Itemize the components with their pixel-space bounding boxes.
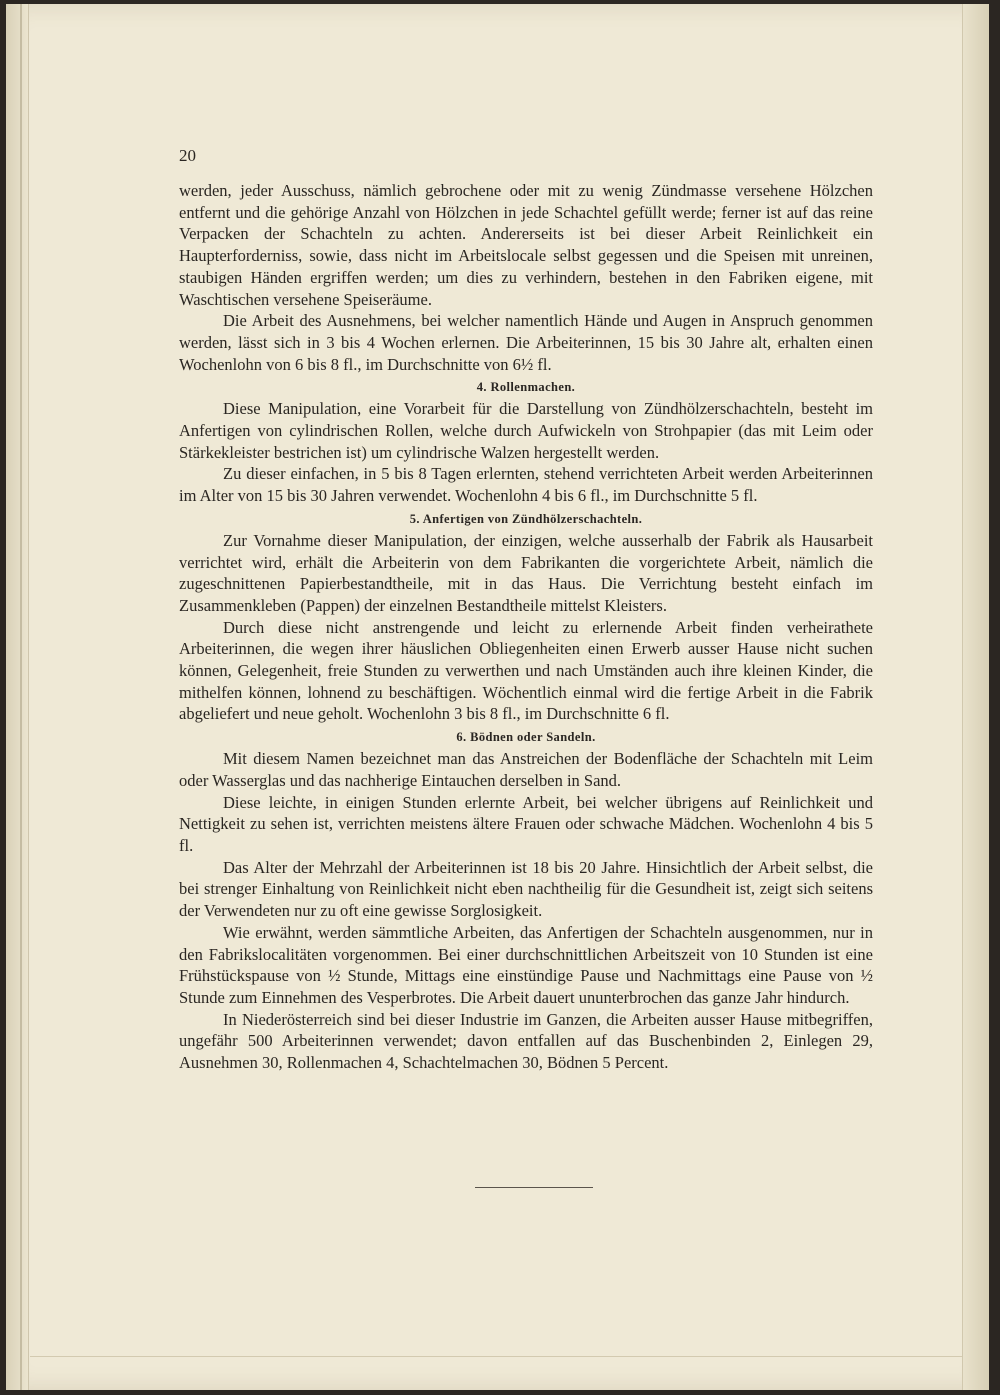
paragraph: werden, jeder Ausschuss, nämlich gebrochene oder mit zu wenig Zündmasse versehene Hölzchen entfernt und die gehörige Anzahl von Hölzchen in jede Schachtel gefüllt werde; ferner ist auf das reine Verpacken der Schachteln zu achten. Andererseits ist bei dieser Arbeit Reinlichkeit ein Haupterforderniss, sowie, dass nicht im Arbeitslocale selbst gegessen und die Speisen mit unreinen, staubigen Händen ergriffen werden; um dies zu verhindern, bestehen in den Fabriken eigene, mit Waschtischen versehene Speiseräume. <box>179 181 873 309</box>
paragraph: Wie erwähnt, werden sämmtliche Arbeiten, das Anfertigen der Schachteln ausgenommen, nur in den Fabrikslocalitäten vorgenommen. Bei einer durchschnittlichen Arbeitszeit von 10 Stunden ist eine Frühstückspause von ½ Stunde, Mittags eine einstündige Pause und Nachmittags eine Pause von ½ Stunde zum Einnehmen des Vesperbrotes. Die Arbeit dauert ununterbrochen das ganze Jahr hindurch. <box>179 922 873 1007</box>
page-right-edge <box>962 4 989 1390</box>
page-fold <box>20 4 22 1390</box>
page-left-edge <box>6 4 29 1390</box>
paragraph: Zu dieser einfachen, in 5 bis 8 Tagen erlernten, stehend verrichteten Arbeit werden Arbeiterinnen im Alter von 15 bis 30 Jahren verwendet. Wochenlohn 4 bis 6 fl., im Durchschnitte 5 fl. <box>179 464 873 506</box>
body-text <box>179 180 873 1074</box>
paragraph: Zur Vornahme dieser Manipulation, der einzigen, welche ausserhalb der Fabrik als Hausarbeit verrichtet wird, erhält die Arbeiterin von dem Fabrikanten die vorgerichtete Arbeit, nämlich die zugeschnittenen Papierbestandtheile, mit in das Haus. Die Verrichtung besteht einfach im Zusammenkleben (Pappen) der einzelnen Bestandtheile mittelst Kleisters. <box>179 530 873 615</box>
section-end-rule <box>475 1187 593 1188</box>
paragraph: Diese leichte, in einigen Stunden erlernte Arbeit, bei welcher übrigens auf Reinlichkeit und Nettigkeit zu sehen ist, verrichten meistens ältere Frauen oder schwache Mädchen. Wochenlohn 4 bis 5 fl. <box>179 792 873 855</box>
paragraph: Das Alter der Mehrzahl der Arbeiterinnen ist 18 bis 20 Jahre. Hinsichtlich der Arbeit selbst, die bei strenger Einhaltung von Reinlichkeit nicht eben nachtheilig für die Gesundheit ist, zeigt sich seitens der Verwendeten nur zu oft eine gewisse Sorglosigkeit. <box>179 857 873 921</box>
paragraph: Mit diesem Namen bezeichnet man das Anstreichen der Bodenfläche der Schachteln mit Leim oder Wasserglas und das nachherige Eintauchen derselben in Sand. <box>179 749 873 790</box>
section-heading: 4. Rollenmachen. <box>476 380 576 395</box>
paragraph: In Niederösterreich sind bei dieser Industrie im Ganzen, die Arbeiten ausser Hause mitbegriffen, ungefähr 500 Arbeiterinnen verwendet; davon entfallen auf das Buschenbinden 2, Einlegen 29, Ausnehmen 30, Rollenmachen 4, Schachtelmachen 30, Bödnen 5 Percent. <box>179 1009 873 1073</box>
paragraph: Diese Manipulation, eine Vorarbeit für die Darstellung von Zündhölzerschachteln, besteht im Anfertigen von cylindrischen Rollen, welche durch Aufwickeln von Strohpapier (das mit Leim oder Stärkekleister bestrichen ist) um cylindrische Walzen hergestellt werden. <box>179 399 873 462</box>
page-bottom-edge <box>30 1356 962 1383</box>
paragraph: Durch diese nicht anstrengende und leicht zu erlernende Arbeit finden verheirathete Arbeiterinnen, die wegen ihrer häuslichen Obliegenheiten einen Erwerb ausser Hause nicht suchen können, Gelegenheit, freie Stunden zu verwerthen und nach Umständen auch ihre kleinen Kinder, die mithelfen können, lohnend zu beschäftigen. Wöchentlich einmal wird die fertige Arbeit in die Fabrik abgeliefert und neue geholt. Wochenlohn 3 bis 8 fl., im Durchschnitte 6 fl. <box>179 617 873 724</box>
section-heading: 5. Anfertigen von Zündhölzerschachteln. <box>409 511 643 526</box>
section-heading: 6. Bödnen oder Sandeln. <box>456 730 596 745</box>
paragraph: Die Arbeit des Ausnehmens, bei welcher namentlich Hände und Augen in Anspruch genommen werden, lässt sich in 3 bis 4 Wochen erlernen. Die Arbeiterinnen, 15 bis 30 Jahre alt, erhalten einen Wochenlohn von 6 bis 8 fl., im Durchschnitte von 6½ fl. <box>179 311 873 374</box>
page-number: 20 <box>179 146 196 165</box>
